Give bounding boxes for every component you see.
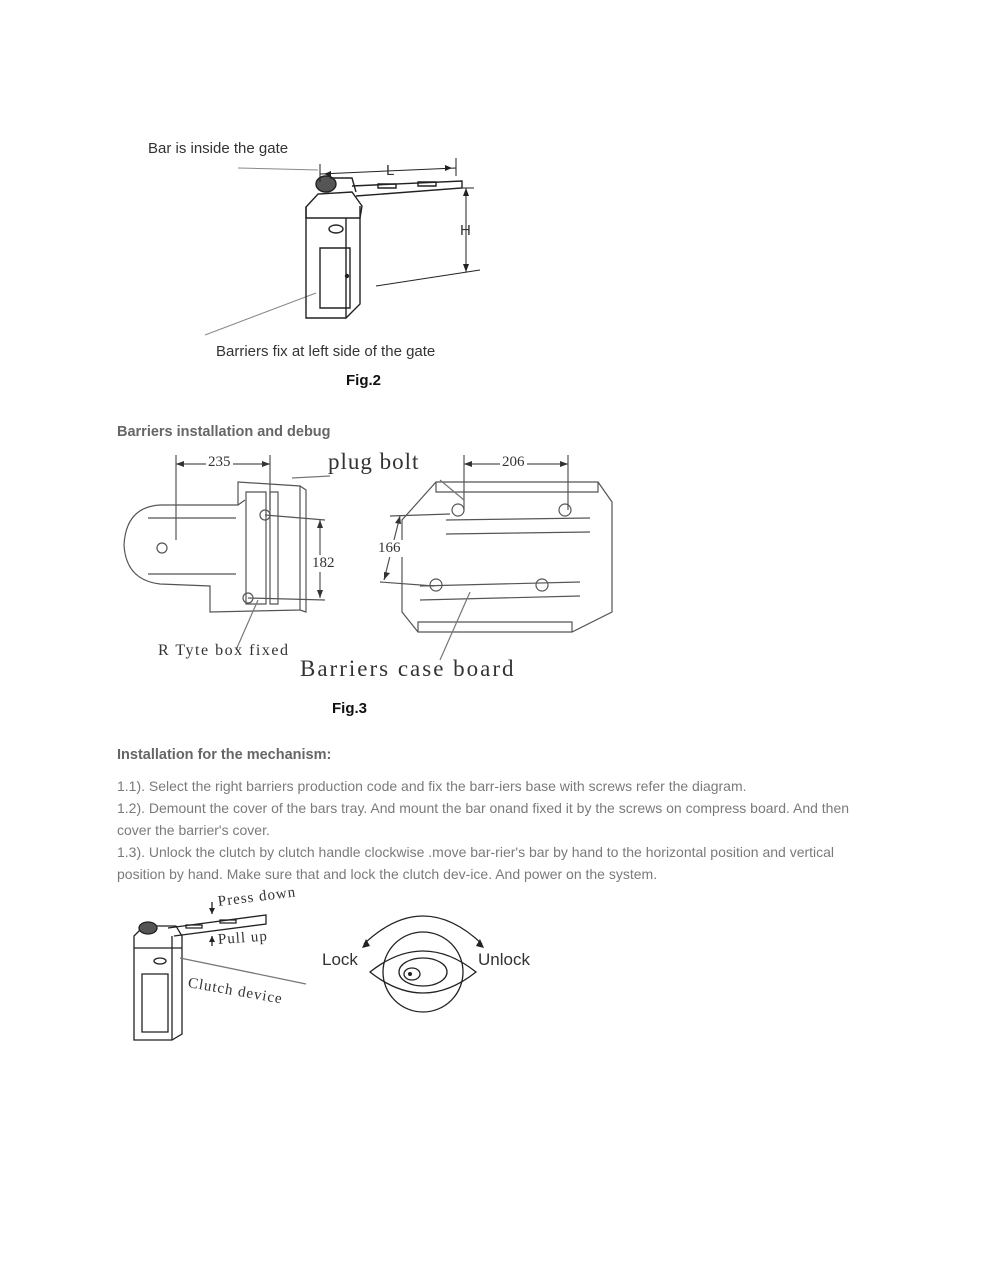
fig4-label-unlock: Unlock: [478, 950, 530, 969]
step-1-1: 1.1). Select the right barriers production code and fix the barr-iers base with screws refer the diagram.: [117, 778, 747, 794]
fig3-dim-166: 166: [378, 540, 401, 556]
fig2-label-length: L: [386, 162, 395, 179]
fig4-label-lock: Lock: [322, 950, 358, 969]
fig3-dim-182: 182: [312, 555, 335, 571]
step-1-2: 1.2). Demount the cover of the bars tray. And mount the bar onand fixed it by the screws on compress board. And then cover the barrier's cover.: [117, 800, 850, 838]
fig4-label-clutch-device: Clutch device: [186, 975, 284, 1008]
fig2-label-fix-left: Barriers fix at left side of the gate: [216, 343, 436, 360]
fig3-label-case-board: Barriers case board: [300, 656, 516, 681]
fig3-label-plug-bolt: plug bolt: [328, 449, 420, 474]
step-1-3: 1.3). Unlock the clutch by clutch handle clockwise .move bar-rier's bar by hand to the horizontal position and vertical position by hand. Make sure that and lock the clutch dev-ice. And power on the system.: [117, 844, 835, 882]
section-heading-mechanism: Installation for the mechanism:: [117, 747, 332, 763]
fig4-label-pull-up: Pull up: [217, 928, 269, 948]
fig2-caption: Fig.2: [346, 372, 382, 389]
section-heading-installation-debug: Barriers installation and debug: [117, 424, 331, 440]
fig3-dim-235: 235: [208, 454, 231, 470]
fig2-label-bar-inside: Bar is inside the gate: [148, 140, 289, 157]
fig3-caption: Fig.3: [332, 700, 368, 717]
fig4-label-press-down: Press down: [216, 884, 298, 910]
fig2-label-height: H: [460, 222, 471, 239]
fig3-label-r-type-box: R Tyte box fixed: [158, 642, 290, 659]
fig3-dim-206: 206: [502, 454, 525, 470]
